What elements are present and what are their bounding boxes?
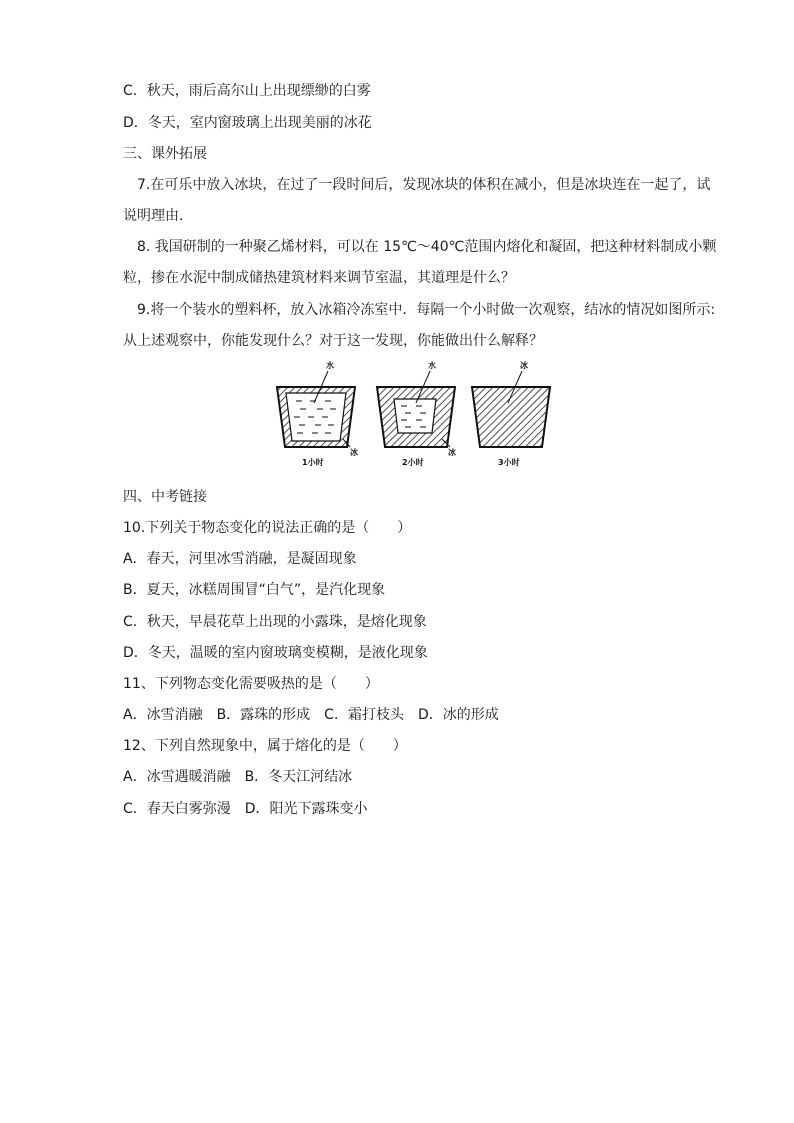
question-12-options-ab: A．冰雪遇暖消融 B．冬天江河结冰: [123, 769, 353, 785]
option-c-autumn-fog: C．秋天，雨后高尔山上出现缥缈的白雾: [123, 83, 371, 99]
question-9-line-1: 9.将一个装水的塑料杯，放入冰箱冷冻室中．每隔一个小时做一次观察，结冰的情况如图所示:: [137, 302, 716, 318]
section-heading-exam-link: 四、中考链接: [123, 489, 207, 505]
option-d-winter-frost: D．冬天，室内窗玻璃上出现美丽的冰花: [123, 115, 372, 131]
freezing-cups-figure: [270, 355, 560, 470]
question-7-line-2: 说明理由．: [123, 208, 193, 224]
cup-1-hour: [277, 360, 358, 467]
question-7-line-1: 7.在可乐中放入冰块，在过了一段时间后，发现冰块的体积在减小，但是冰块连在一起了，试: [137, 177, 711, 193]
question-12: 12、下列自然现象中，属于熔化的是（ ）: [123, 738, 407, 754]
question-8-line-1: 8. 我国研制的一种聚乙烯材料，可以在 15℃～40℃范围内熔化和凝固，把这种材料制成小颗: [137, 239, 717, 255]
cup-3-ice-label: 冰: [520, 361, 528, 370]
question-10: 10.下列关于物态变化的说法正确的是（ ）: [123, 520, 412, 536]
question-10-option-c: C．秋天，早晨花草上出现的小露珠，是熔化现象: [123, 614, 427, 630]
cup-1-ice-label: 冰: [350, 448, 358, 457]
question-10-option-b: B．夏天，冰糕周围冒“白气”，是汽化现象: [123, 582, 386, 598]
section-heading-extension: 三、课外拓展: [123, 146, 207, 162]
cup-2-water-label: 水: [428, 361, 436, 370]
cup-1-caption: 1小时: [302, 458, 324, 467]
cup-2-ice-label: 冰: [448, 448, 456, 457]
question-12-options-cd: C．春天白雾弥漫 D．阳光下露珠变小: [123, 801, 368, 817]
question-10-option-d: D．冬天，温暖的室内窗玻璃变模糊，是液化现象: [123, 645, 428, 661]
question-9-line-2: 从上述观察中，你能发现什么？对于这一发现，你能做出什么解释？: [123, 333, 543, 349]
question-11-options: A．冰雪消融 B．露珠的形成 C．霜打枝头 D．冰的形成: [123, 707, 499, 723]
cup-2-hours: [377, 360, 456, 467]
question-8-line-2: 粒，掺在水泥中制成储热建筑材料来调节室温，其道理是什么？: [123, 270, 515, 286]
cup-2-caption: 2小时: [402, 458, 424, 467]
cup-3-caption: 3小时: [498, 458, 520, 467]
cup-1-water-label: 水: [326, 361, 334, 370]
question-10-option-a: A．春天，河里冰雪消融，是凝固现象: [123, 551, 357, 567]
question-11: 11、下列物态变化需要吸热的是（ ）: [123, 676, 379, 692]
cup-3-hours: [472, 360, 550, 467]
